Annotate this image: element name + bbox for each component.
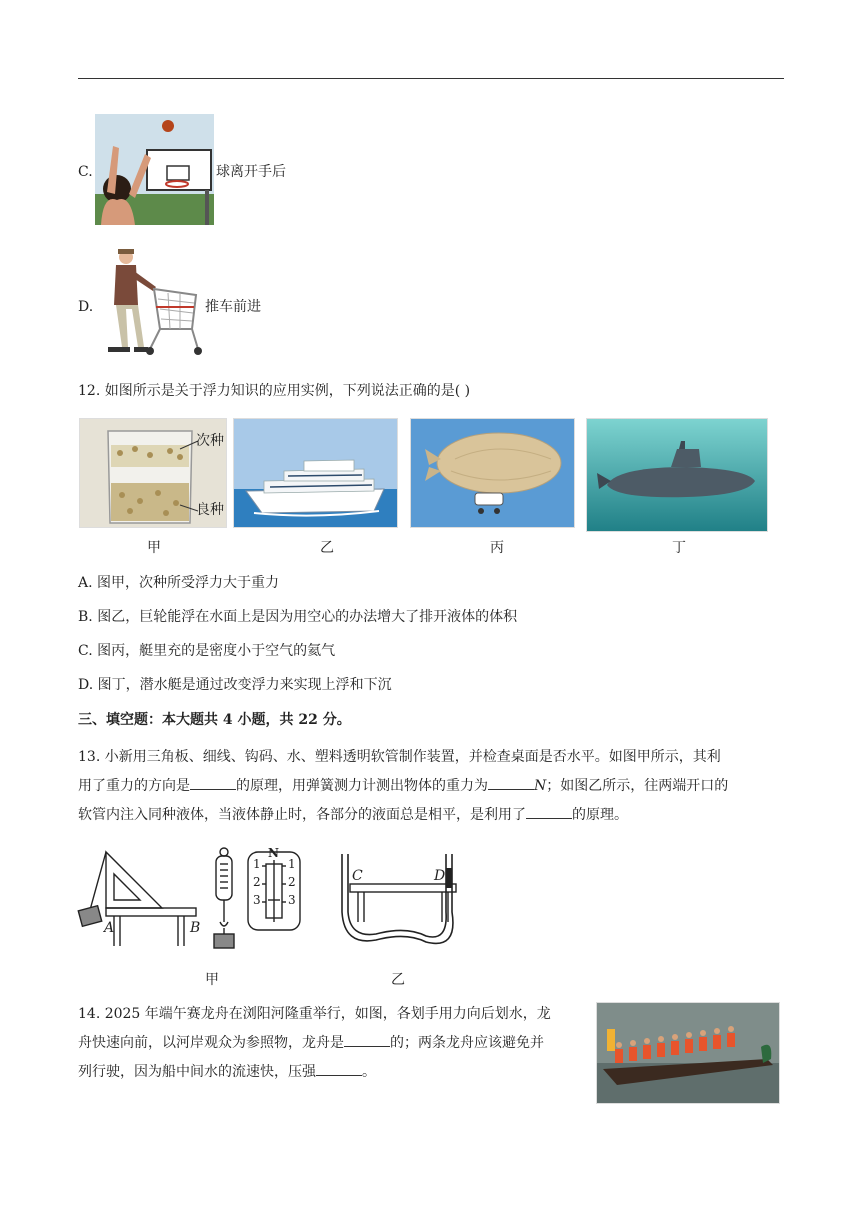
- q14-text-b: 的；两条龙舟应该避免并: [390, 1035, 544, 1051]
- q14-text-a: 舟快速向前，以河岸观众为参照物，龙舟是: [78, 1035, 344, 1051]
- level-figure: [76, 842, 466, 962]
- q14-blank-2: [316, 1061, 362, 1076]
- seed-beaker-image: [79, 418, 227, 528]
- label-liang-zhong: 良种: [196, 502, 224, 518]
- submarine-image: [586, 418, 768, 532]
- question-13-text: [78, 743, 778, 830]
- q13-blank-1: [190, 775, 236, 790]
- option-d-label: D.: [78, 299, 94, 315]
- q13-text-a: 用了重力的方向是: [78, 778, 190, 794]
- scale-tick-2-left: 2: [253, 875, 261, 889]
- scale-tick-3-right: 3: [288, 893, 296, 907]
- point-b-label: B: [190, 920, 201, 936]
- q13-blank-2: [488, 775, 534, 790]
- q13-text-d: ；如图乙所示，往两端开口的: [546, 778, 729, 794]
- q13-line-2: [78, 772, 778, 801]
- option-12a: A. 图甲，次种所受浮力大于重力: [78, 575, 280, 591]
- figure-caption-jia: 甲: [205, 972, 219, 988]
- q14-line-3: [78, 1058, 588, 1087]
- header-rule: [78, 78, 784, 79]
- option-12c: C. 图丙，艇里充的是密度小于空气的氦气: [78, 643, 336, 659]
- option-c-label: C.: [78, 164, 93, 180]
- point-d-label: D: [434, 868, 446, 884]
- q14-text-d: 。: [362, 1064, 376, 1080]
- option-d-text: 推车前进: [205, 299, 261, 315]
- figure-caption-yi: 乙: [391, 972, 405, 988]
- scale-tick-3-left: 3: [253, 893, 261, 907]
- q13-text-b: 的原理，用弹簧测力计测出物体的重力为: [236, 778, 488, 794]
- q13-unit: N: [534, 778, 547, 794]
- q14-text-c: 列行驶，因为船中间水的流速快，压强: [78, 1064, 316, 1080]
- label-ci-zhong: 次种: [196, 433, 224, 449]
- caption-yi: 乙: [320, 540, 334, 556]
- shopping-cart-image: [98, 247, 204, 359]
- dragon-boat-image: [596, 1002, 780, 1104]
- caption-bing: 丙: [490, 540, 504, 556]
- scale-unit-label: N: [268, 846, 279, 860]
- q13-line-1: 13. 小新用三角板、细线、钩码、水、塑料透明软管制作装置，并检查桌面是否水平。如图甲所示，其利: [78, 749, 721, 765]
- caption-jia: 甲: [147, 540, 161, 556]
- q13-text-e: 软管内注入同种液体，当液体静止时，各部分的液面总是相平，是利用了: [78, 807, 526, 823]
- point-c-label: C: [352, 868, 363, 884]
- section-3-title: 三、填空题：本大题共 4 小题，共 22 分。: [78, 712, 351, 728]
- scale-tick-2-right: 2: [288, 875, 296, 889]
- option-12b: B. 图乙，巨轮能浮在水面上是因为用空心的办法增大了排开液体的体积: [78, 609, 518, 625]
- q13-text-f: 的原理。: [572, 807, 628, 823]
- cruise-ship-image: [233, 418, 398, 528]
- q14-line-1: 14. 2025 年端午赛龙舟在浏阳河隆重举行，如图，各划手用力向后划水，龙: [78, 1006, 551, 1022]
- q13-line-3: [78, 801, 778, 830]
- scale-tick-1-left: 1: [253, 857, 261, 871]
- q13-blank-3: [526, 804, 572, 819]
- question-12-stem: 12. 如图所示是关于浮力知识的应用实例，下列说法正确的是( ): [78, 383, 471, 399]
- q14-blank-1: [344, 1032, 390, 1047]
- option-12d: D. 图丁，潜水艇是通过改变浮力来实现上浮和下沉: [78, 677, 392, 693]
- basketball-image: [95, 114, 214, 225]
- airship-image: [410, 418, 575, 528]
- scale-tick-1-right: 1: [288, 857, 296, 871]
- option-c-text: 球离开手后: [216, 164, 286, 180]
- q14-line-2: [78, 1029, 588, 1058]
- point-a-label: A: [104, 920, 115, 936]
- question-14-text: [78, 1000, 588, 1087]
- caption-ding: 丁: [672, 540, 686, 556]
